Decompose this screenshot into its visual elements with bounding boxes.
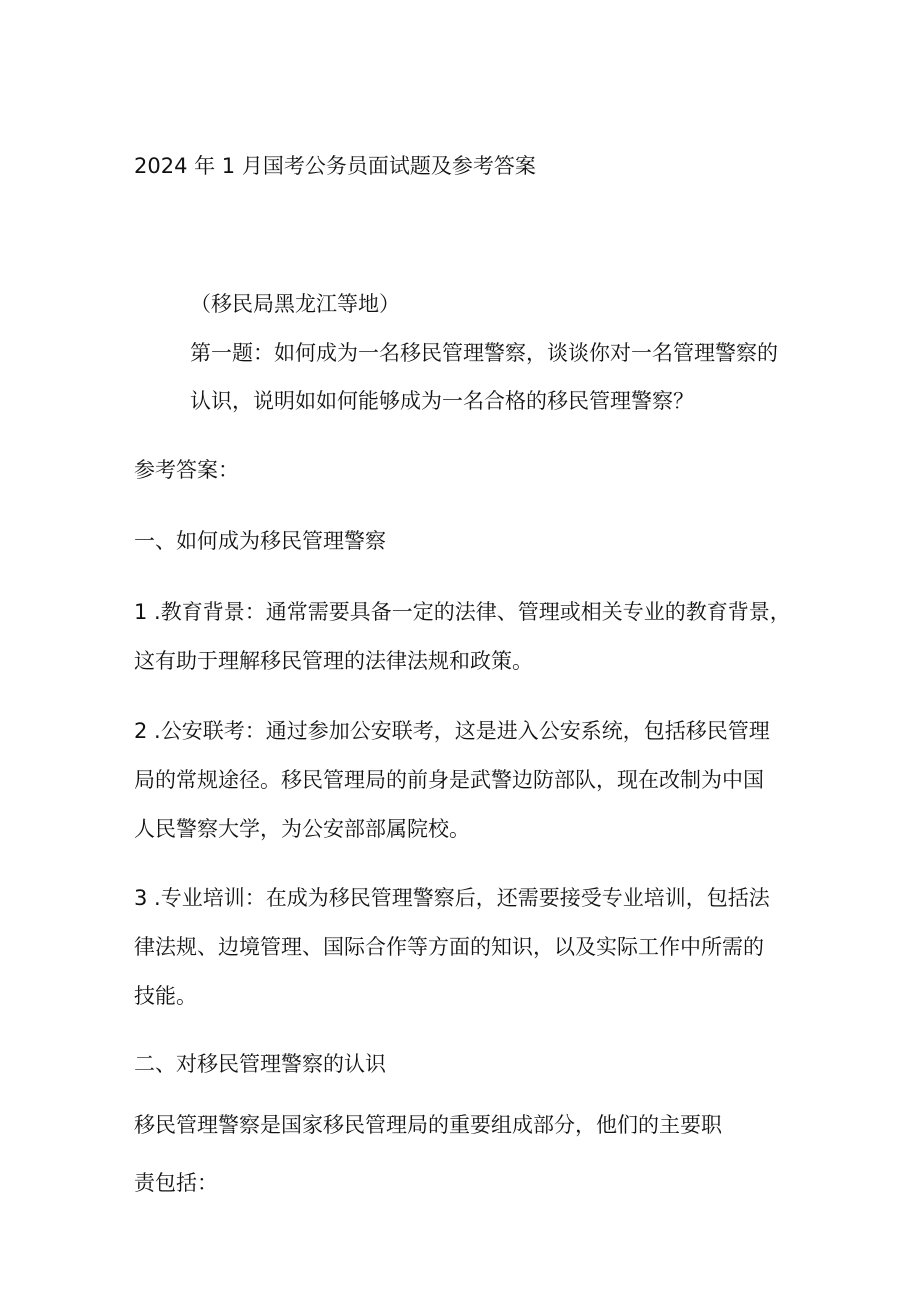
list-item-line: 人民警察大学，为公安部部属院校。 [134, 817, 470, 841]
section-heading: 一、如何成为移民管理警察 [134, 529, 386, 553]
document-title: 2024 年 1 月国考公务员面试题及参考答案 [134, 154, 536, 178]
list-item-line: 这有助于理解移民管理的法律法规和政策。 [134, 649, 533, 673]
list-item-line: 技能。 [134, 984, 197, 1008]
list-item-line: 1 .教育背景：通常需要具备一定的法律、管理或相关专业的教育背景， [134, 600, 791, 624]
paragraph-line: 移民管理警察是国家移民管理局的重要组成部分，他们的主要职 [134, 1113, 722, 1137]
list-item-line: 局的常规途径。移民管理局的前身是武警边防部队，现在改制为中国 [134, 768, 764, 792]
question-line: 第一题：如何成为一名移民管理警察，谈谈你对一名管理警察的 [190, 341, 778, 365]
list-item-line: 律法规、边境管理、国际合作等方面的知识，以及实际工作中所需的 [134, 935, 764, 959]
question-line: 认识，说明如如何能够成为一名合格的移民管理警察？ [190, 389, 694, 413]
list-item-line: 2 .公安联考：通过参加公安联考，这是进入公安系统，包括移民管理 [134, 719, 770, 743]
paragraph-line: 责包括： [134, 1171, 218, 1195]
list-item-line: 3 .专业培训：在成为移民管理警察后，还需要接受专业培训，包括法 [134, 886, 770, 910]
section-heading: 二、对移民管理警察的认识 [134, 1052, 386, 1076]
reference-answer-label: 参考答案： [134, 458, 239, 482]
document-subtitle: （移民局黑龙江等地） [190, 292, 400, 316]
